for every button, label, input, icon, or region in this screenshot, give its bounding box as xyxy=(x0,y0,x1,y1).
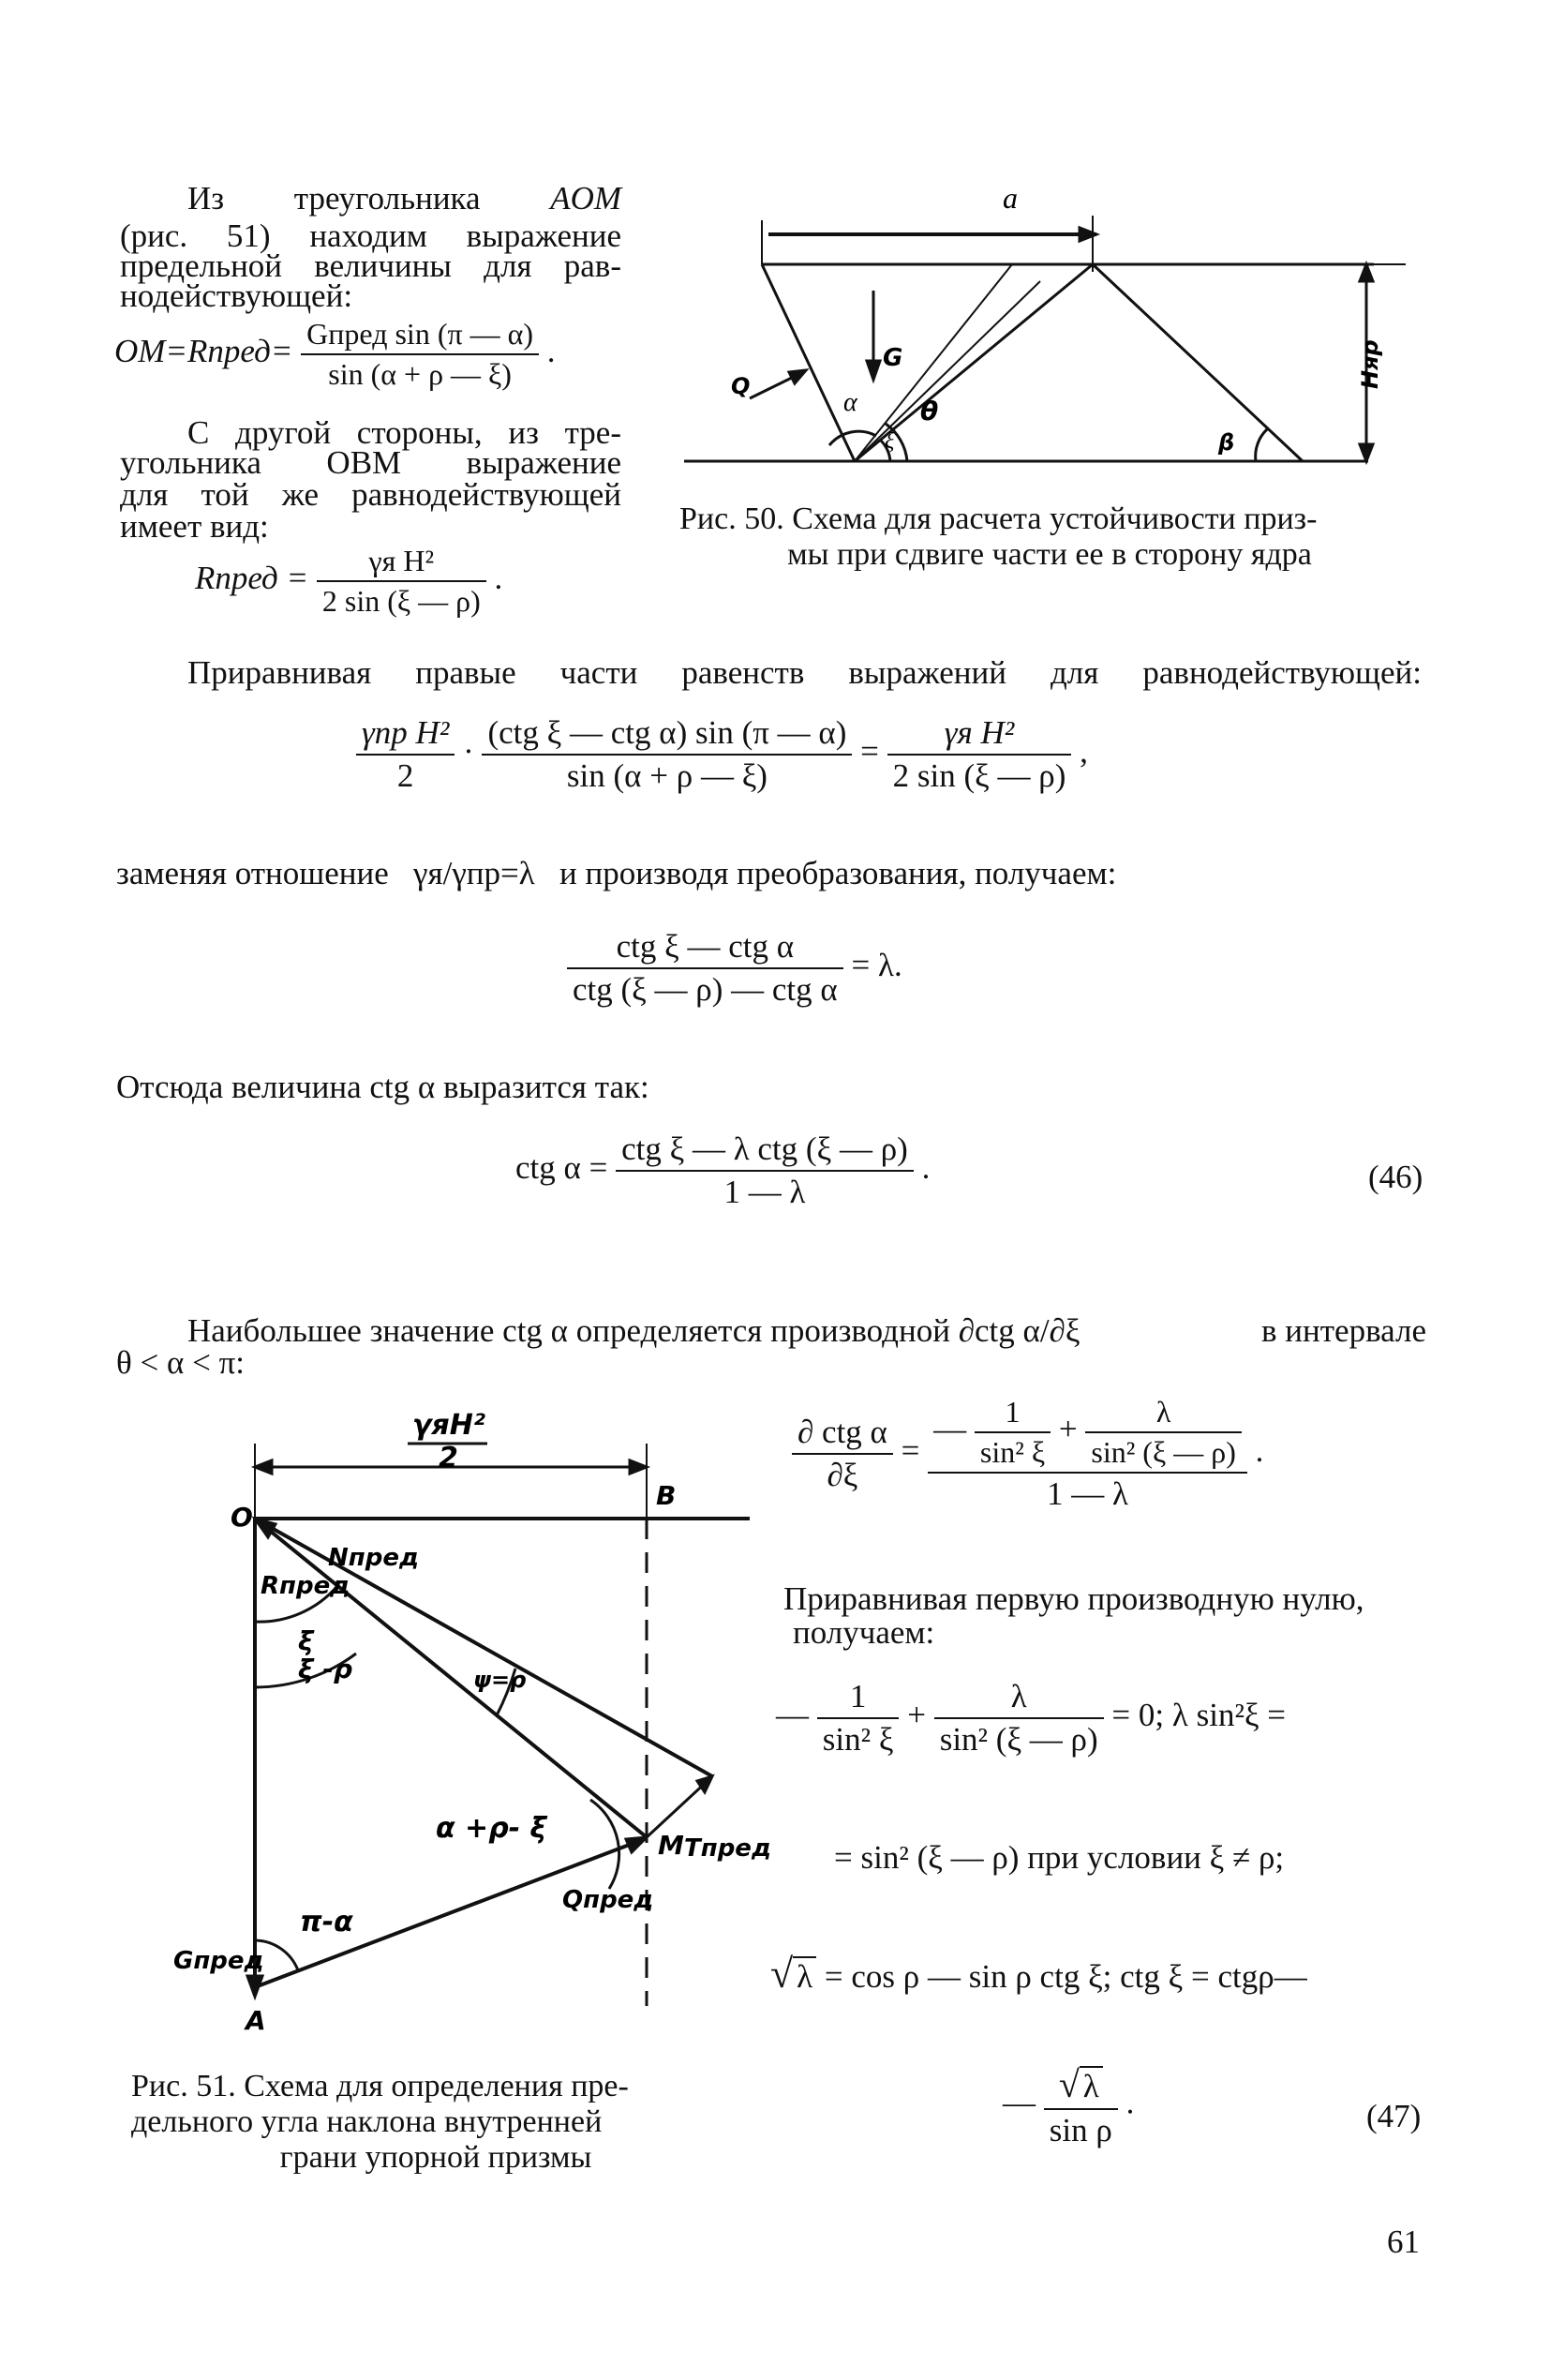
fig50-label-q: Q xyxy=(731,373,751,399)
fig51-label-top: γяH² xyxy=(412,1409,485,1442)
fig51-label-pi-alpha: π-α xyxy=(300,1906,353,1938)
fig51-label-top-den: 2 xyxy=(439,1442,458,1474)
para2-line2: угольника ОВМ выражение xyxy=(120,444,621,481)
fig51-caption-line1: Рис. 51. Схема для определения пре- xyxy=(131,2069,629,2103)
para1-line1: Из треугольника AOM xyxy=(187,180,622,217)
fig51-caption-line2: дельного угла наклона внутренней xyxy=(131,2104,603,2139)
fig51-label-q: Qпред xyxy=(562,1886,654,1914)
page-number: 61 xyxy=(1387,2223,1420,2260)
equation-46: ctg α = $\frac{\text{ctg ξ — λ ctg (ξ — ρ)}}{1 — \lambda}$ . xyxy=(515,1130,931,1210)
fig51-label-m: M xyxy=(658,1830,684,1861)
figure-51-diagram xyxy=(173,1387,778,2043)
fig50-label-beta: β xyxy=(1218,429,1235,456)
equation-46-number: (46) xyxy=(1368,1159,1423,1195)
equation-lambda: $\frac{\text{ctg ξ — ctg α}}{\text{ctg (ξ — ρ) — ctg α}}$ = λ. xyxy=(567,928,902,1009)
fig50-label-a: a xyxy=(1003,181,1018,215)
fig51-label-o: O xyxy=(231,1502,253,1533)
fig50-caption-line1: Рис. 50. Схема для расчета устойчивости приз- xyxy=(679,501,1318,536)
fig50-label-h: Hяр xyxy=(1357,339,1383,389)
para5: Отсюда величина ctg α выразится так: xyxy=(116,1069,649,1105)
fig50-caption-line2: мы при сдвиге части ее в сторону ядра xyxy=(787,537,1312,572)
para1-line4: нодействующей: xyxy=(120,277,353,314)
fig51-label-xi: ξ xyxy=(298,1625,314,1656)
para2-line4: имеет вид: xyxy=(120,508,269,545)
para2-line1: С другой стороны, из тре- xyxy=(187,414,621,451)
fig50-label-xi: ξ xyxy=(885,429,895,454)
para2-line3: для той же равнодействующей xyxy=(120,476,621,513)
figure-50-diagram xyxy=(656,178,1434,478)
fig50-label-theta: θ xyxy=(920,396,939,427)
fig51-label-n: Nпред xyxy=(328,1544,419,1572)
para1-line2: (рис. 51) находим выражение xyxy=(120,217,621,254)
para1-line3: предельной величины для рав- xyxy=(120,247,621,284)
equation-sqrt-lambda: √ λ = cos ρ — sin ρ ctg ξ; ctg ξ = ctgρ— xyxy=(770,1951,1307,1997)
equation-47: — $\frac{√ \lambda}{\text{sin ρ}}$ . xyxy=(1003,2063,1135,2148)
fig51-label-r: Rпред xyxy=(261,1572,350,1600)
fig51-label-a: A xyxy=(246,2005,266,2036)
fig51-label-alpha: α +ρ- ξ xyxy=(436,1812,547,1845)
para7-line1: Приравнивая первую производную нулю, xyxy=(783,1580,1364,1617)
fig51-label-xi-rho: ξ -ρ xyxy=(298,1654,352,1684)
para6-line1: Наибольшее значение ctg α определяется производной ∂ctg α/∂ξ в интервале xyxy=(187,1312,1426,1349)
fig51-label-psi: ψ=ρ xyxy=(473,1667,527,1693)
para4: заменяя отношение γя/γпр=λ и производя преобразования, получаем: xyxy=(116,855,1117,891)
fig50-label-alpha: α xyxy=(843,388,857,417)
equation-equality: $\frac{\text{γпр H²}}{2}$ · $\frac{\text{(ctg ξ — ctg α) sin (π — α)}}{\sin (\alpha + \rho — \xi)}$ = $\frac{\text{γя H²}}{2 \sin (\xi — \rho)}$ , xyxy=(356,714,1088,795)
fig51-caption-line3: грани упорной призмы xyxy=(279,2140,592,2175)
equation-om-rpred: OM=Rпред= $\frac{\text{Gпред sin (π — α)}}{\sin (\alpha + \rho — \xi)}$ . xyxy=(114,317,556,391)
fig51-label-b: B xyxy=(656,1480,677,1511)
fig50-label-g: G xyxy=(883,344,903,372)
para3: Приравнивая правые части равенств выражений для равнодействующей: xyxy=(187,654,1422,691)
equation-zero: — $\frac{1}{\text{sin² ξ}}$ + $\frac{\lambda}{\text{sin² (ξ — ρ)}}$ = 0; λ sin²ξ = xyxy=(776,1678,1287,1758)
fig51-label-t: Tпред xyxy=(684,1834,771,1863)
fig51-label-g: Gпред xyxy=(173,1947,264,1975)
para6-line2: θ < α < π: xyxy=(116,1344,245,1381)
equation-condition: = sin² (ξ — ρ) при условии ξ ≠ ρ; xyxy=(834,1839,1285,1876)
para7-line2: получаем: xyxy=(793,1614,935,1651)
equation-derivative: $\frac{\text{∂ ctg α}}{\partial\xi}$ = — $\frac{1}{\text{sin² ξ}}$ + $\frac{\lambda}{\text{sin² (ξ — ρ)}}$ 1 — λ . xyxy=(792,1395,1263,1513)
equation-47-number: (47) xyxy=(1366,2098,1422,2134)
equation-rpred: Rпред = $\frac{\text{γя H²}}{2 \sin (\xi — \rho)}$ . xyxy=(195,544,503,618)
